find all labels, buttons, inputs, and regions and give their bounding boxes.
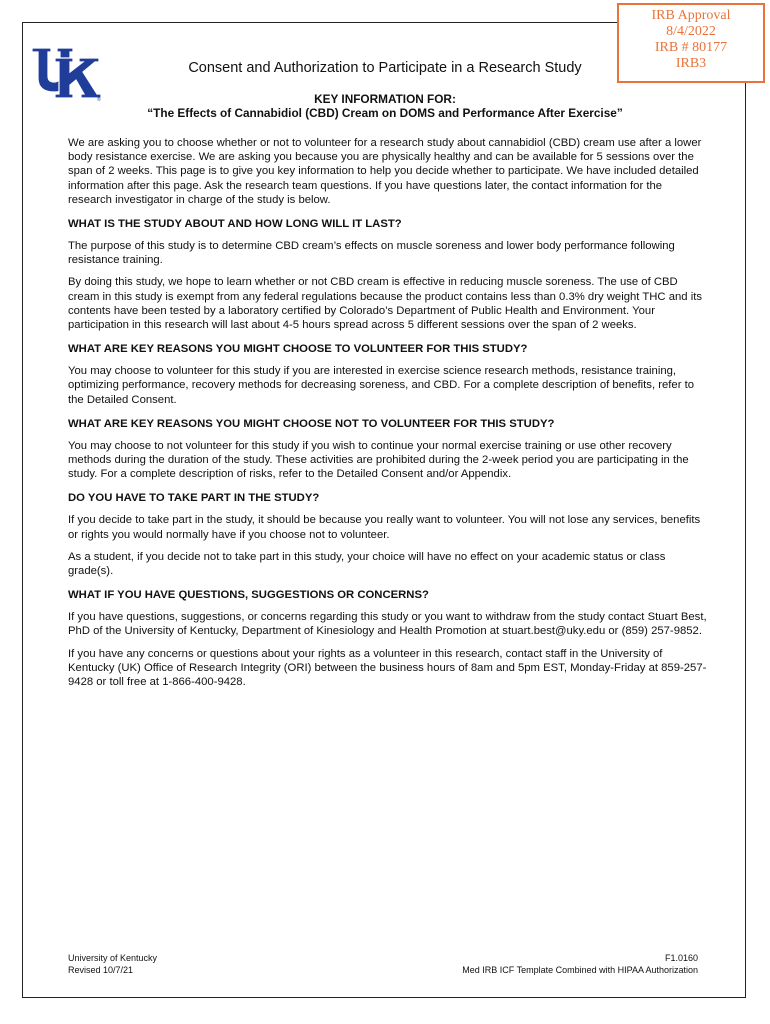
footer-right — [462, 952, 698, 976]
reasons-to-volunteer-paragraph: You may choose to volunteer for this study if you are interested in exercise science research methods, resistance training, optimizing performance, recovery methods for decreasing soreness, and CBD. For a complete description of benefits, refer to the Detailed Consent. — [68, 365, 695, 406]
consent-body — [68, 136, 708, 697]
section-heading-reasons-not-to-volunteer: WHAT ARE KEY REASONS YOU MIGHT CHOOSE NOT TO VOLUNTEER FOR THIS STUDY? — [68, 417, 555, 430]
section-heading-reasons-to-volunteer: WHAT ARE KEY REASONS YOU MIGHT CHOOSE TO VOLUNTEER FOR THIS STUDY? — [68, 343, 528, 356]
ori-contact-paragraph: If you have any concerns or questions about your rights as a volunteer in this research, contact staff in the University of Kentucky (UK) Office of Research Integrity (ORI) between the business hours of 8am and 5pm EST, Monday-Friday at 859-257-9428 or toll free at 1-866-400-9428. — [68, 647, 707, 689]
student-paragraph: As a student, if you decide not to take part in this study, your choice will have no effect on your academic status or class grade(s). — [68, 550, 666, 578]
stamp-line-irb-number: IRB # 80177 — [654, 40, 728, 55]
footer-revised-date: Revised 10/7/21 — [68, 965, 134, 975]
intro-paragraph: We are asking you to choose whether or not to volunteer for a research study about cannabidiol (CBD) cream use after a lower body resistance exercise. We are asking you because you are physically healthy and can be available for 5 sessions over the span of 2 weeks. This page is to give you key information to help you decide whether to participate. We have included detailed information after this page. Ask the research team questions. If you have questions later, the contact information for the research investigator in charge of the study is below. — [68, 137, 702, 206]
section-heading-questions: WHAT IF YOU HAVE QUESTIONS, SUGGESTIONS OR CONCERNS? — [68, 589, 429, 602]
footer-university: University of Kentucky — [68, 953, 158, 963]
take-part-paragraph: If you decide to take part in the study, it should be because you really want to volunteer. You will not lose any services, benefits or rights you would normally have if you choose not to volunteer. — [68, 514, 701, 541]
key-information-label: KEY INFORMATION FOR: — [314, 92, 456, 106]
reasons-not-to-volunteer-paragraph: You may choose to not volunteer for this study if you wish to continue your normal exercise training or use other recovery methods during the duration of the study. These activities are prohibited during the 2-week period you are participating in the study. For a complete description of risks, refer to the Detailed Consent and/or Appendix. — [68, 439, 689, 481]
stamp-line-approval: IRB Approval — [651, 8, 731, 23]
stamp-line-irb-board: IRB3 — [675, 56, 707, 71]
study-purpose-paragraph: The purpose of this study is to determine CBD cream’s effects on muscle soreness and lower body performance following resistance training. — [68, 240, 675, 267]
study-title: “The Effects of Cannabidiol (CBD) Cream on DOMS and Performance After Exercise” — [147, 106, 623, 120]
key-information-header — [60, 92, 710, 120]
stamp-line-date: 8/4/2022 — [666, 24, 716, 39]
investigator-contact-paragraph: If you have questions, suggestions, or concerns regarding this study or you want to withdraw from the study contact Stuart Best, PhD of the University of Kentucky, Department of Kinesiology and Health Promotion at stuart.best@uky.edu or (859) 257-9852. — [68, 611, 707, 638]
footer-form-number: F1.0160 — [664, 953, 698, 963]
page-title: Consent and Authorization to Participate in a Research Study — [188, 60, 582, 76]
study-duration-paragraph: By doing this study, we hope to learn whether or not CBD cream is effective in reducing muscle soreness. The use of CBD cream in this study is exempt from any federal regulations because the product contains less than 0.3% dry weight THC and its contents have been tested by a laboratory certified by Colorado’s Department of Public Health and Environment. Your participation in this research will last about 4-5 hours spread across 5 different sessions over the span of 2 weeks. — [68, 276, 702, 332]
footer-left — [68, 952, 157, 976]
uk-logo-trademark: ® — [97, 97, 101, 102]
section-heading-study-about: WHAT IS THE STUDY ABOUT AND HOW LONG WILL IT LAST? — [68, 218, 402, 231]
footer-template-name: Med IRB ICF Template Combined with HIPAA Authorization — [462, 965, 698, 975]
section-heading-take-part: DO YOU HAVE TO TAKE PART IN THE STUDY? — [68, 492, 320, 505]
